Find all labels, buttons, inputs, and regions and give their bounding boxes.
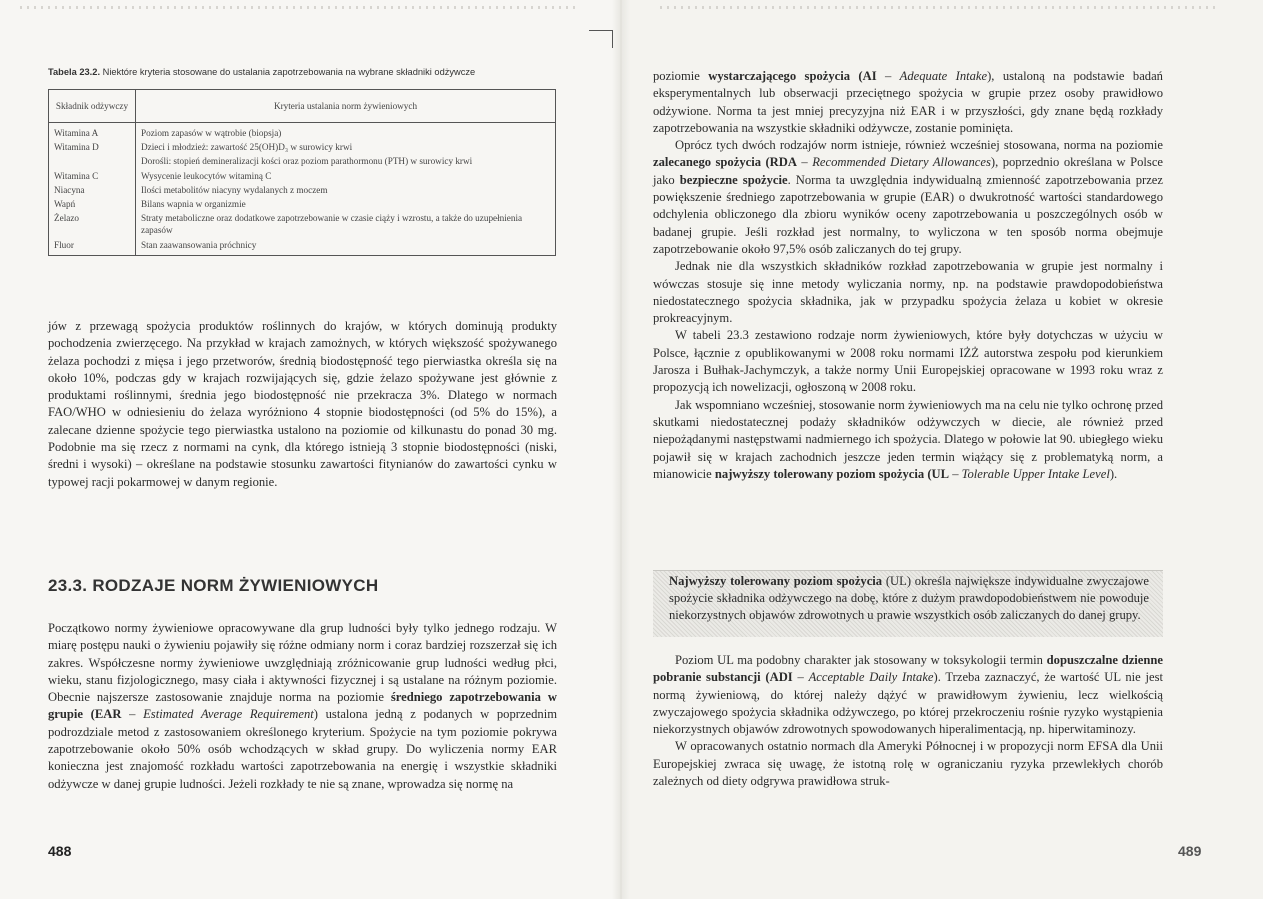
paragraph xyxy=(653,652,1163,738)
table-cell-nutrient: Witamina C xyxy=(49,169,136,183)
table-cell-nutrient: Niacyna xyxy=(49,183,136,197)
scan-noise xyxy=(20,6,580,9)
term-ai: wystarczającego spożycia (AI xyxy=(708,69,877,83)
definition-text xyxy=(653,571,1163,624)
table-row xyxy=(49,183,556,197)
text-run: . Norma ta uwzględnia indywidualną zmienność zapotrzebowania przez powiększenie średniego zapotrzebowania w grupie (EAR) o dwukrotność wartości standardowego odchylenia obliczonego dla zbioru wyników oceny zapotrzebowania u poszczególnych osób w badanej grupie. Jeśli rozkład jest normalny, to wyliczona w ten sposób norma obejmuje zapotrzebowanie około 97,5% osób zaliczanych do tej grupy. xyxy=(653,172,1163,256)
text-run: – xyxy=(792,670,809,685)
text-run: ) ustalona jedną z podanych w poprzednim podrozdziale metod z zastosowaniem określonego kryterium. Spożycie na tym poziomie pokrywa zapotrzebowanie około 50% osób wchodzących w skład grupy. Do wyliczenia normy EAR konieczna jest znajomość rozkładu wartości zapotrzebowania na energię i wszystkie składniki odżywcze w danej grupie ludności. Jeżeli rozkłady te nie są znane, wprowadza się normę na xyxy=(48,707,558,791)
table-cell-criteria: Stan zaawansowania próchnicy xyxy=(141,239,257,250)
table-caption-label: Tabela 23.2. xyxy=(48,67,101,77)
text-run: Oprócz tych dwóch rodzajów norm istnieje, również wcześniej stosowana, norma na poziomie xyxy=(675,138,1163,153)
table-cell-nutrient: Wapń xyxy=(49,197,136,211)
text-run: Początkowo normy żywieniowe opracowywane dla grup ludności były tylko jednego rodzaju. W miarę postępu nauki o żywieniu pojawiły się różne odmiany norm i coraz bardziej rozszerzał się ich zakres. Współczesne normy żywieniowe uwzględniają zróżnicowanie grup ludności według płci, wieku, stanu fizjologicznego, masy ciała i aktywności fizycznej i są ustalane na różnym poziomie. Obecnie najszersze zastosowanie znajduje norma na poziomie xyxy=(48,621,557,705)
table-row xyxy=(49,140,556,154)
book-gutter xyxy=(612,0,630,899)
text-run: Jak wspomniano wcześniej, stosowanie norm żywieniowych ma na celu nie tylko ochronę przed skutkami niedostatecznej podaży składników odżywczych w diecie, ale również przed niepożądanymi następstwami nadmiernego ich spożycia. Dlatego w połowie lat 90. ubiegłego wieku pojawił się w krajach zachodnich jeszcze jeden termin wiążący się z problematyką norm, a mianowicie xyxy=(653,397,1163,481)
table-cell-criteria: Ilości metabolitów niacyny wydalanych z moczem xyxy=(141,184,328,195)
paragraph: W opracowanych ostatnio normach dla Ameryki Północnej i w propozycji norm EFSA dla Unii Europejskiej zwraca się uwagę, że istotną rolę w ograniczaniu ryzyka przewlekłych chorób zależnych od diety odgrywa prawidłowa struk- xyxy=(653,739,1163,789)
term-ul: najwyższy tolerowany poziom spożycia (UL xyxy=(714,466,950,481)
text-run: ). xyxy=(1109,466,1118,481)
term-adi: dopuszczalne dzienne pobranie substancji (ADI xyxy=(653,653,1163,685)
table-cell-nutrient: Witamina A xyxy=(49,123,136,141)
crop-mark xyxy=(612,30,613,48)
table-row xyxy=(49,211,556,237)
paragraph xyxy=(48,620,557,793)
paragraph xyxy=(653,68,1163,137)
paragraph xyxy=(653,397,1163,483)
paragraph xyxy=(653,137,1163,258)
table-row xyxy=(49,197,556,211)
crop-mark xyxy=(589,30,613,31)
left-paragraph-1 xyxy=(48,318,557,491)
table-cell-criteria: Dzieci i młodzież: zawartość 25(OH)D₃ w surowicy krwi xyxy=(141,142,353,153)
page-number-right: 489 xyxy=(1178,843,1202,859)
definition-body: (UL) określa największe indywidualne zwyczajowe spożycie składnika odżywczego na dobę, które z dużym prawdopodobieństwem nie powoduje niekorzystnych objawów zdrowotnych u prawie wszystkich osób zaliczanych do danej grupy. xyxy=(669,574,1149,622)
term-rda: zalecanego spożycia (RDA xyxy=(653,155,797,170)
text-run: ), ustaloną na podstawie badań eksperymentalnych lub obserwacji przeciętnego spożycia w grupie przez osoby prawidłowo odżywione. Norma ta jest mniej precyzyjna niż EAR i w przyszłości, gdy znane będą rozkłady zapotrzebowania na wszystkie składniki odżywcze, zostanie pominięta. xyxy=(653,69,1163,135)
table-row xyxy=(49,169,556,183)
term-ul-english: Tolerable Upper Intake Level xyxy=(961,466,1110,481)
text-run: – xyxy=(796,155,813,170)
page-number-left: 488 xyxy=(48,843,72,859)
table-cell-nutrient xyxy=(49,154,136,168)
right-text-upper xyxy=(653,68,1163,483)
right-text-lower xyxy=(653,652,1163,790)
text-run: – xyxy=(876,69,900,83)
paragraph: jów z przewagą spożycia produktów roślinnych do krajów, w których dominują produkty pochodzenia zwierzęcego. Na przykład w krajach zamożnych, w których większość spożywanego żelaza pochodzi z mięsa i jego przetworów, średnią biodostępność tego pierwiastka określa się na około 10%, podczas gdy w krajach rozwijających się, gdzie żelazo spożywane jest głównie z produktami roślinnymi, średnia jego biodostępność nie przekracza 3%. Dlatego w normach FAO/WHO w odniesieniu do żelaza wyróżniono 4 stopnie biodostępności (od 5% do 15%), a zalecane dzienne spożycie tego pierwiastka ustalono na poziomie od kilkunastu do ponad 30 mg. Podobnie ma się rzecz z normami na cynk, dla którego istnieją 3 stopnie biodostępności (niski, średni i wysoki) – określane na podstawie stosunku zawartości fitynianów do zawartości cynku w typowej racji pokarmowej w danym regionie. xyxy=(48,319,557,489)
term-adi-english: Acceptable Daily Intake xyxy=(808,670,934,685)
table-row xyxy=(49,238,556,256)
table-row xyxy=(49,154,556,168)
table-cell-criteria: Straty metaboliczne oraz dodatkowe zapotrzebowanie w czasie ciąży i wzrostu, a także do uzupełnienia zapasów xyxy=(141,213,523,236)
table-cell-criteria: Wysycenie leukocytów witaminą C xyxy=(141,170,272,181)
table-header-nutrient: Składnik odżywczy xyxy=(49,90,136,123)
table-caption-text: Niektóre kryteria stosowane do ustalania zapotrzebowania na wybrane składniki odżywcze xyxy=(102,67,476,77)
section-heading: 23.3. RODZAJE NORM ŻYWIENIOWYCH xyxy=(48,576,379,595)
text-run: ). Trzeba zaznaczyć, że wartość UL nie jest normą żywieniową, do której należy dążyć w prawidłowym żywieniu, lecz wielkością zwyczajowego spożycia składnika odżywczego, po której przekroczeniu rośnie ryzyko wystąpienia niekorzystnych objawów zdrowotnych spowodowanych hiperalimentacją, np. hiperwitaminozy. xyxy=(653,670,1164,737)
definition-term: Najwyższy tolerowany poziom spożycia xyxy=(669,574,883,588)
text-run: Poziom UL ma podobny charakter jak stosowany w toksykologii termin xyxy=(675,653,1047,667)
term-safe-intake: bezpieczne spożycie xyxy=(679,172,788,187)
left-paragraph-2 xyxy=(48,620,557,793)
table-cell-criteria: Dorośli: stopień demineralizacji kości oraz poziom parathormonu (PTH) w surowicy krwi xyxy=(141,156,473,167)
term-ear-english: Estimated Average Requirement xyxy=(143,707,314,722)
text-run: – xyxy=(949,466,962,481)
paragraph: Jednak nie dla wszystkich składników rozkład zapotrzebowania w grupie jest normalny i wówczas stosuje się inne metody wyliczania normy, np. na podstawie prawdopodobieństwa niedostatecznego spożycia składnika, jak w przypadku spożycia żelaza u kobiet w okresie prokreacyjnym. xyxy=(653,259,1163,326)
text-run: poziomie xyxy=(653,69,709,83)
text-run: – xyxy=(121,707,144,722)
text-run: ), poprzednio określana w Polsce jako xyxy=(653,155,1164,187)
scan-noise xyxy=(660,6,1220,9)
paragraph: W tabeli 23.3 zestawiono rodzaje norm żywieniowych, które były dotychczas w użyciu w Polsce, łącznie z opublikowanymi w 2008 roku normami IŻŻ autorstwa zespołu pod kierunkiem Jarosza i Bułhak-Jachymczyk, a także normy Unii Europejskiej opracowane w 1993 roku wraz z propozycją ich nowelizacji, ogłoszoną w 2008 roku. xyxy=(653,328,1163,395)
definition-box xyxy=(653,570,1163,637)
term-ai-english: Adequate Intake xyxy=(899,69,988,83)
table-caption xyxy=(48,67,475,77)
table-cell-nutrient: Żelazo xyxy=(49,211,136,237)
term-rda-english: Recommended Dietary Allowances xyxy=(812,155,991,170)
table-cell-criteria: Bilans wapnia w organizmie xyxy=(141,199,246,210)
table-cell-nutrient: Witamina D xyxy=(49,140,136,154)
table-cell-criteria: Poziom zapasów w wątrobie (biopsja) xyxy=(141,128,282,138)
criteria-table xyxy=(48,89,556,256)
table-row xyxy=(49,123,556,141)
table-cell-nutrient: Fluor xyxy=(49,238,136,256)
table-header-criteria: Kryteria ustalania norm żywieniowych xyxy=(136,90,556,123)
term-ear: średniego zapotrzebowania w grupie (EAR xyxy=(48,690,557,722)
